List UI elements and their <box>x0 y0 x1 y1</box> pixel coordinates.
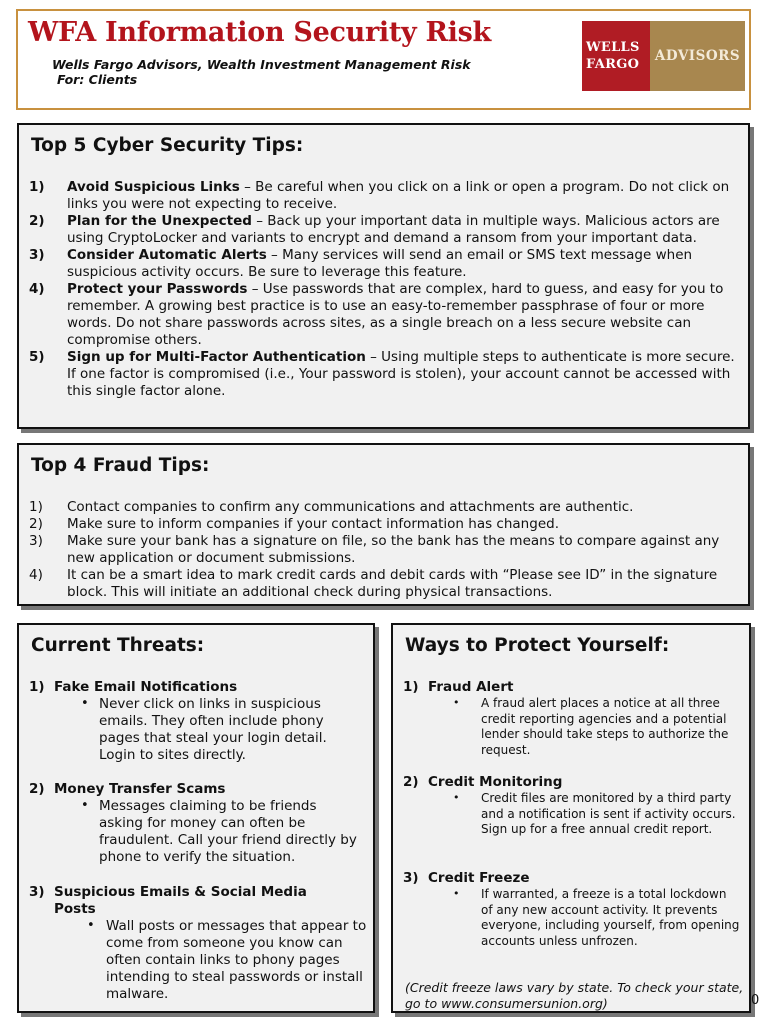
threat-title: 3) Suspicious Emails & Social Media Posts <box>29 884 307 917</box>
threat-title: 2) Money Transfer Scams <box>29 781 226 797</box>
list-item: 2) Plan for the Unexpected – Back up your important data in multiple ways. Malicious actors are using CryptoLocker and variants to encrypt and demand a ransom from your important data. <box>29 213 720 246</box>
bullet-icon: • <box>81 696 89 711</box>
protect-section <box>403 774 743 838</box>
protect-section <box>403 679 743 758</box>
threat-bullet: • Never click on links in suspicious emails. They often include phony pages that steal your login detail. Login to sites directly. <box>81 696 327 763</box>
ways-to-protect-panel <box>391 623 751 1013</box>
protect-heading: Ways to Protect Yourself: <box>405 635 670 656</box>
protect-title: 3) Credit Freeze <box>403 870 530 886</box>
list-item: 4) Protect your Passwords – Use passwords that are complex, hard to guess, and easy for you to remember. A growing best practice is to use an easy-to-remember passphrase of four or more words. Do not share passwords across sites, as a single breach on a less secure website can compromise others. <box>29 281 724 348</box>
protect-bullet: • If warranted, a freeze is a total lockdown of any new account activity. It prevents everyone, including yourself, from opening accounts unless unfrozen. <box>453 887 740 948</box>
current-threats-heading: Current Threats: <box>31 635 205 656</box>
list-item: 5) Sign up for Multi-Factor Authentication – Using multiple steps to authenticate is more secure. If one factor is compromised (i.e., Your password is stolen), your account cannot be accessed with this single factor alone. <box>29 349 735 399</box>
list-item: 4) It can be a smart idea to mark credit cards and debit cards with “Please see ID” in the signature block. This will initiate an additional check during physical transactions. <box>29 567 718 600</box>
bullet-icon: • <box>453 791 460 804</box>
protect-bullet: • A fraud alert places a notice at all three credit reporting agencies and a potential lender should take steps to authorize the request. <box>453 696 729 757</box>
threat-bullet: • Messages claiming to be friends asking for money can often be fraudulent. Call your friend directly by phone to verify the situation. <box>81 798 357 865</box>
document-header <box>16 9 751 110</box>
bullet-icon: • <box>453 887 460 900</box>
wells-fargo-advisors-logo <box>582 21 745 91</box>
protect-title: 2) Credit Monitoring <box>403 774 563 790</box>
protect-section <box>403 870 743 949</box>
bullet-icon: • <box>453 696 460 709</box>
threat-section <box>29 884 369 1003</box>
fraud-tips-heading: Top 4 Fraud Tips: <box>31 455 210 476</box>
bullet-icon: • <box>87 918 95 933</box>
protect-title: 1) Fraud Alert <box>403 679 514 695</box>
wells-fargo-logo-block: WELLS FARGO <box>582 21 650 91</box>
document-subtitle: Wells Fargo Advisors, Wealth Investment Management Risk <box>52 57 471 72</box>
fraud-tips-list <box>29 499 741 601</box>
list-item: 3) Make sure your bank has a signature on file, so the bank has the means to compare against any new application or document submissions. <box>29 533 720 566</box>
advisors-logo-block: ADVISORS <box>650 21 745 91</box>
document-title: WFA Information Security Risk <box>28 17 491 48</box>
threat-section <box>29 781 369 866</box>
cyber-tips-list <box>29 179 741 400</box>
list-item: 1) Contact companies to confirm any communications and attachments are authentic. <box>29 499 634 515</box>
protect-bullet: • Credit files are monitored by a third party and a notification is sent if activity occurs. Sign up for a free annual credit report. <box>453 791 736 836</box>
threat-section <box>29 679 369 764</box>
threat-title: 1) Fake Email Notifications <box>29 679 238 695</box>
fraud-tips-panel <box>17 443 750 606</box>
threat-bullet: • Wall posts or messages that appear to come from someone you know can often contain links to phony pages intending to steal passwords or install malware. <box>87 918 367 1002</box>
bullet-icon: • <box>81 798 89 813</box>
cyber-security-tips-panel <box>17 123 750 429</box>
current-threats-panel <box>17 623 375 1013</box>
document-audience: For: Clients <box>57 72 138 87</box>
list-item: 2) Make sure to inform companies if your contact information has changed. <box>29 516 559 532</box>
credit-freeze-note: (Credit freeze laws vary by state. To check your state, go to www.consumersunion.org) <box>405 980 744 1011</box>
list-item: 3) Consider Automatic Alerts – Many services will send an email or SMS text message when suspicious activity occurs. Be sure to leverage this feature. <box>29 247 693 280</box>
list-item: 1) Avoid Suspicious Links – Be careful when you click on a link or open a program. Do not click on links you were not expecting to receive. <box>29 179 730 212</box>
page-number: 0 <box>751 993 760 1008</box>
cyber-tips-heading: Top 5 Cyber Security Tips: <box>31 135 304 156</box>
